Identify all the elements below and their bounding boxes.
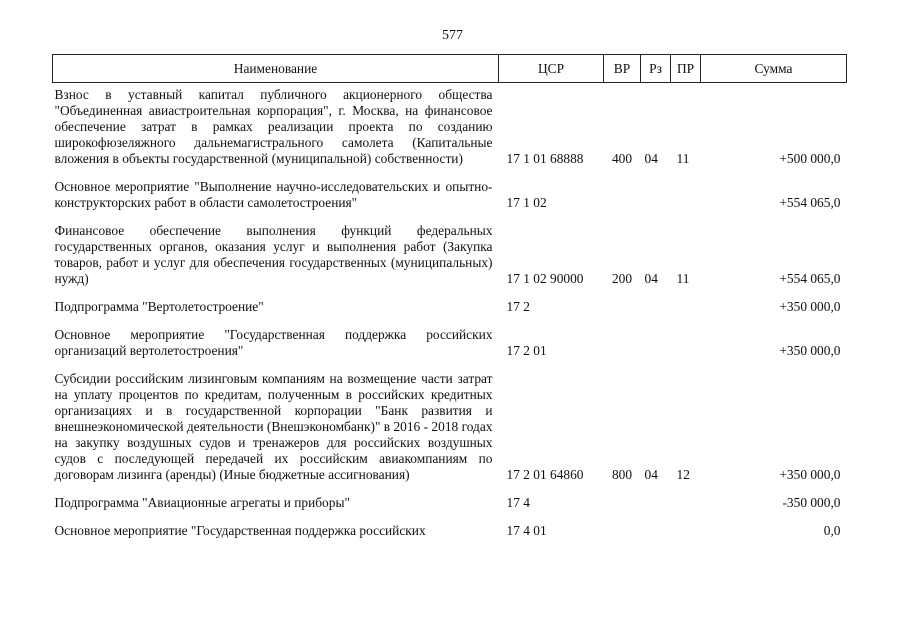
row-pr: 11 — [676, 151, 690, 166]
row-name: Основное мероприятие "Выполнение научно-исследовательских и опытно-конструкторских работ в области самолетостроения" — [54, 179, 493, 210]
row-sum: +500 000,0 — [779, 151, 841, 166]
row-name: Субсидии российским лизинговым компаниям на возмещение части затрат на уплату процентов по кредитам, полученным в российских кредитных организациях и в государственной корпорации "Банк развития и внешнеэкономической деятельности (Внешэкономбанк)" в 2016 - 2018 годах на закупку воздушных судов и тренажеров для российских воздушных судов с последующей передачей их российским авиакомпаниям по договорам лизинга (аренды) (Иные бюджетные ассигнования) — [54, 371, 493, 482]
row-csr: 17 2 01 — [506, 343, 547, 358]
row-name: Подпрограмма "Авиационные агрегаты и приборы" — [54, 495, 350, 510]
row-name: Основное мероприятие "Государственная поддержка российских организаций вертолетостроения" — [54, 327, 493, 358]
row-sum: +554 065,0 — [779, 195, 841, 210]
row-pr — [671, 483, 701, 511]
row-name: Финансовое обеспечение выполнения функций федеральных государственных органов, оказания услуг и выполнения работ (Закупка товаров, работ и услуг для обеспечения государственных (муниципальных) нужд) — [54, 223, 493, 286]
row-pr — [671, 511, 701, 539]
row-rz: 04 — [644, 271, 658, 286]
table-row — [53, 315, 847, 359]
row-pr — [671, 315, 701, 359]
column-header-vr: ВР — [604, 55, 641, 83]
row-csr: 17 1 01 68888 — [506, 151, 584, 166]
table-row — [53, 359, 847, 483]
row-name: Подпрограмма "Вертолетостроение" — [54, 299, 264, 314]
row-rz — [641, 167, 671, 211]
row-csr: 17 2 — [506, 299, 530, 314]
row-vr: 400 — [611, 151, 633, 166]
column-header-sum: Сумма — [701, 55, 847, 83]
row-vr: 800 — [611, 467, 633, 482]
row-csr: 17 1 02 — [506, 195, 547, 210]
table-row — [53, 83, 847, 168]
row-vr — [604, 287, 641, 315]
row-csr: 17 4 — [506, 495, 530, 510]
row-sum: -350 000,0 — [782, 495, 841, 510]
row-sum: +350 000,0 — [779, 343, 841, 358]
table-row — [53, 483, 847, 511]
row-rz — [641, 511, 671, 539]
row-pr: 12 — [676, 467, 690, 482]
row-vr — [604, 511, 641, 539]
row-vr — [604, 483, 641, 511]
column-header-name: Наименование — [53, 55, 499, 83]
row-rz — [641, 287, 671, 315]
row-vr — [604, 315, 641, 359]
row-pr: 11 — [676, 271, 690, 286]
row-vr — [604, 167, 641, 211]
table-row — [53, 211, 847, 287]
row-csr: 17 1 02 90000 — [506, 271, 584, 286]
row-rz: 04 — [644, 467, 658, 482]
budget-table — [52, 54, 847, 539]
row-pr — [671, 167, 701, 211]
row-sum: +350 000,0 — [779, 299, 841, 314]
page-number: 577 — [442, 28, 463, 43]
column-header-pr: ПР — [671, 55, 701, 83]
row-pr — [671, 287, 701, 315]
column-header-csr: ЦСР — [499, 55, 604, 83]
column-header-rz: Рз — [641, 55, 671, 83]
row-sum: 0,0 — [823, 523, 841, 538]
row-csr: 17 4 01 — [506, 523, 547, 538]
row-name: Взнос в уставный капитал публичного акционерного общества "Объединенная авиастроительная корпорация", г. Москва, на финансовое обеспечение затрат в рамках реализации проекта по созданию широкофюзеляжного дальнемагистрального самолета (Капитальные вложения в объекты государственной (муниципальной) собственности) — [54, 87, 493, 166]
table-row — [53, 511, 847, 539]
table-row — [53, 287, 847, 315]
row-rz: 04 — [644, 151, 658, 166]
row-rz — [641, 483, 671, 511]
table-row — [53, 167, 847, 211]
row-csr: 17 2 01 64860 — [506, 467, 584, 482]
row-rz — [641, 315, 671, 359]
row-vr: 200 — [611, 271, 633, 286]
row-name: Основное мероприятие "Государственная поддержка российских — [54, 523, 426, 538]
table-header-row — [53, 55, 847, 83]
row-sum: +350 000,0 — [779, 467, 841, 482]
row-sum: +554 065,0 — [779, 271, 841, 286]
